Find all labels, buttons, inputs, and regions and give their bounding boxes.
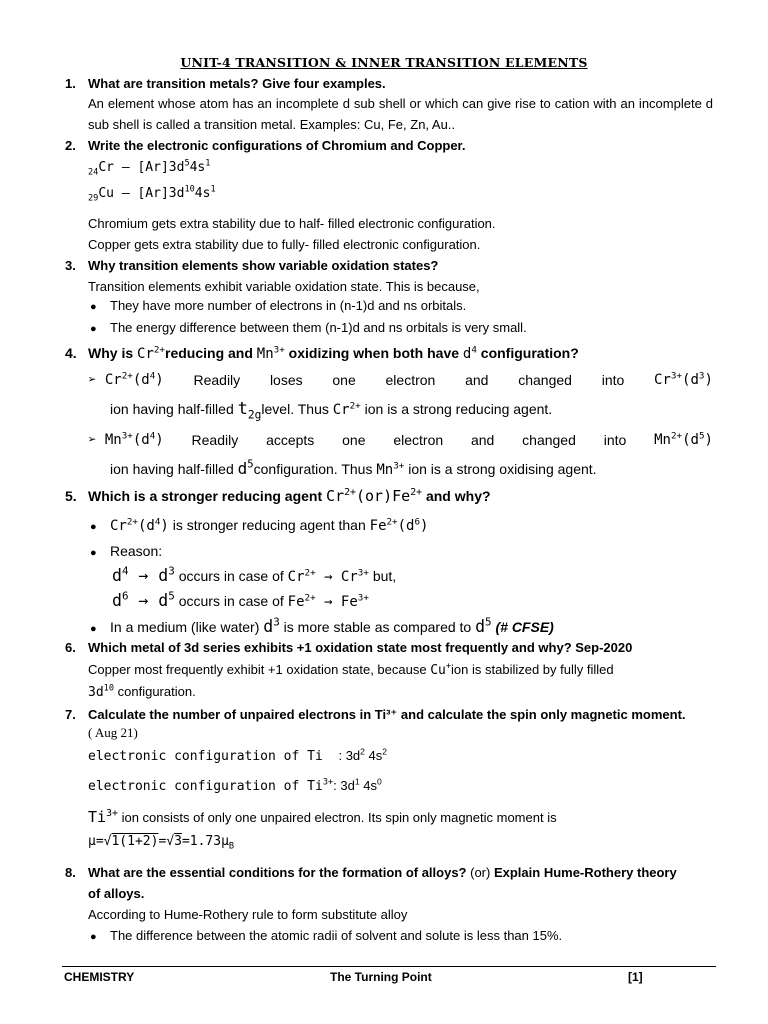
question-number: 3. (65, 258, 76, 273)
question-number: 1. (65, 76, 76, 91)
question-7-date: ( Aug 21) (88, 725, 138, 740)
question-3 (65, 258, 438, 273)
question-number: 2. (65, 138, 76, 153)
magnetic-moment-formula: $\mu=√1(1+2)=√3=1.73\mu_B$ (88, 834, 235, 852)
footer-title: The Turning Point (330, 970, 432, 984)
reason-line-2: $d^6 \to d^5$ occurs in case of $Fe^{2+} \to Fe^{3+}$ (112, 589, 369, 610)
reason-row-2-cont: ion having half-filled $d^5configuration$. Thus $Mn^{3+}$ ion is a strong oxidising agent. (110, 458, 597, 478)
bullet-item: ● The difference between the atomic radii of solvent and solute is less than 15%. (90, 928, 563, 943)
reason-row-2: ➢ $Mn^{3+}(d^4)$ Readily accepts one electron and changed into $Mn^{2+}(d^5)$ (88, 430, 713, 448)
question-number: 8. (65, 865, 76, 880)
question-8-cont: of alloys. (88, 886, 145, 901)
question-text: What are transition metals? Give four examples. (88, 76, 386, 91)
answer-2-line-2: Copper gets extra stability due to fully- filled electronic configuration. (88, 237, 481, 252)
answer-6-line-2: $3d^{10}$ configuration. (88, 683, 196, 700)
question-8: 8. What are the essential conditions for the formation of alloys? (or) Explain Hume-Rothery theory (65, 865, 677, 880)
question-4: 4. Why is $Cr^{2+}reducing$ and $Mn^{3+}$ oxidizing when both have $d^4$ configuration? (65, 344, 579, 362)
question-text: Calculate the number of unpaired electrons in Ti³⁺ and calculate the spin only magnetic moment. (88, 707, 686, 722)
answer-8: According to Hume-Rothery rule to form substitute alloy (88, 907, 408, 922)
answer-7: $Ti^{3+}$ ion consists of only one unpaired electron. Its spin only magnetic moment is (88, 808, 557, 826)
question-6 (65, 640, 632, 655)
question-number: 5. (65, 488, 77, 504)
footer-divider (62, 966, 716, 967)
bullet-icon: ● (90, 521, 97, 533)
bullet-icon: ● (90, 323, 97, 335)
question-number: 6. (65, 640, 76, 655)
bullet-item: ● The energy difference between them (n-1)d and ns orbitals is very small. (90, 320, 527, 335)
electronic-configuration-ti3: electronic configuration of $Ti^{3+}$: $3d^1$ $4s^0$ (88, 776, 382, 794)
bullet-icon: ● (90, 623, 97, 635)
bullet-icon: ● (90, 547, 97, 559)
chromium-configuration: $_{24}Cr - [Ar]3d^54s^1$ (88, 158, 211, 178)
bullet-item: ● In a medium (like water) $d^3$ is more stable as compared to $d^5$ (# CFSE) (90, 615, 554, 636)
question-text: Why transition elements show variable oxidation states? (88, 258, 439, 273)
page-title: UNIT-4 TRANSITION & INNER TRANSITION ELEMENTS (180, 55, 588, 70)
answer-1: An element whose atom has an incomplete d sub shell or which can give rise to cation with an incomplete d sub shell is called a transition metal. Examples: Cu, Fe, Zn, Au.. (88, 96, 713, 132)
footer-page-number: [1] (628, 970, 643, 984)
bullet-item: ● $Cr^{2+}(d^4)$ is stronger reducing agent than $Fe^{2+}(d^6)$ (90, 516, 429, 534)
question-2 (65, 138, 466, 153)
bullet-icon: ● (90, 931, 97, 943)
question-text: Which metal of 3d series exhibits +1 oxidation state most frequently and why? Sep-2020 (88, 640, 633, 655)
bullet-item: ● They have more number of electrons in (n-1)d and ns orbitals. (90, 298, 467, 313)
arrow-bullet-icon: ➢ $Mn^{3+}(d^4)$ (88, 430, 164, 448)
reason-row-1: ➢ $Cr^{2+}(d^4)$ Readily loses one electron and changed into $Cr^{3+}(d^3)$ (88, 370, 713, 388)
answer-2-line-1: Chromium gets extra stability due to half- filled electronic configuration. (88, 216, 496, 231)
question-7 (65, 707, 686, 723)
question-1 (65, 76, 386, 91)
question-text: Write the electronic configurations of Chromium and Copper. (88, 138, 466, 153)
copper-configuration: $_{29}Cu - [Ar]3d^{10}4s^1$ (88, 184, 216, 204)
reason-line-1: $d^4 \to d^3$ occurs in case of $Cr^{2+} \to Cr^{3+}$ but, (112, 564, 397, 585)
electronic-configuration-ti: electronic configuration of Ti : $3d^2$ $4s^2$ (88, 746, 388, 764)
question-number: 4. (65, 345, 77, 361)
answer-6-line-1: Copper most frequently exhibit +1 oxidation state, because Cu+ion is stabilized by fully filled (88, 661, 614, 678)
bullet-item: ● Reason: (90, 543, 163, 559)
footer-subject: CHEMISTRY (64, 970, 135, 984)
question-5: 5. Which is a stronger reducing agent $Cr^{2+}(or)Fe^{2+}$ and why? (65, 487, 491, 505)
answer-3: Transition elements exhibit variable oxidation state. This is because, (88, 279, 480, 294)
bullet-icon: ● (90, 301, 97, 313)
arrow-bullet-icon: ➢ $Cr^{2+}(d^4)$ (88, 370, 164, 388)
reason-row-1-cont: ion having half-filled $t_{2g}level$. Thus $Cr^{2+}$ ion is a strong reducing agent. (110, 399, 553, 422)
question-number: 7. (65, 707, 76, 722)
